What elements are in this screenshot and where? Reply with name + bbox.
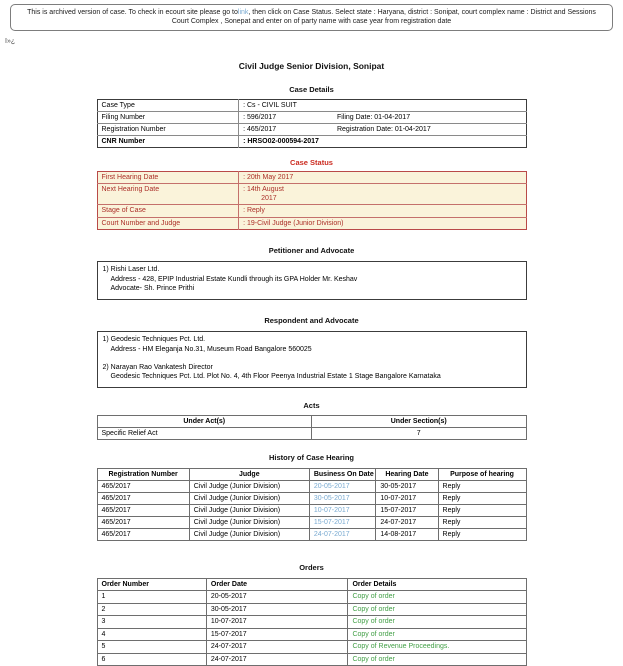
purpose-column-header: Purpose of hearing — [438, 468, 526, 480]
order-number: 6 — [97, 653, 206, 666]
court-number-judge-label: Court Number and Judge — [97, 217, 239, 229]
next-hearing-date-value — [239, 184, 526, 205]
history-hearing-date: 15-07-2017 — [376, 504, 438, 516]
table-row — [97, 492, 526, 504]
registration-number-column-header: Registration Number — [97, 468, 189, 480]
case-details-table — [97, 99, 527, 148]
case-type-extra — [333, 100, 526, 112]
order-date: 24-07-2017 — [206, 653, 348, 666]
table-row — [97, 427, 526, 439]
history-purpose: Reply — [438, 480, 526, 492]
copy-of-order-link[interactable]: Copy of order — [352, 655, 395, 663]
case-type-value: : Cs - CIVIL SUIT — [243, 102, 297, 110]
table-header-row — [97, 468, 526, 480]
petitioner-address: Address - 428, EPIP Industrial Estate Kundli through its GPA Holder Mr. Keshav — [110, 275, 358, 283]
history-reg-number: 465/2017 — [97, 516, 189, 528]
order-date: 20-05-2017 — [206, 591, 348, 604]
next-hearing-date-line1: : 14th August — [243, 186, 284, 194]
petitioner-heading: Petitioner and Advocate — [268, 245, 355, 255]
table-row — [97, 184, 526, 205]
business-on-date-link[interactable]: 15-07-2017 — [313, 518, 350, 526]
bom-artifact-text: ï»¿ — [5, 38, 16, 46]
table-row — [97, 100, 526, 112]
table-header-row — [97, 578, 526, 591]
order-number: 5 — [97, 641, 206, 654]
copy-of-order-link[interactable]: Copy of order — [352, 630, 395, 638]
table-row — [97, 136, 526, 148]
table-row — [97, 616, 526, 629]
acts-heading: Acts — [303, 400, 320, 410]
ecourt-site-link[interactable]: link — [237, 9, 249, 16]
orders-heading: Orders — [299, 563, 324, 573]
table-row — [97, 653, 526, 666]
order-number-column-header: Order Number — [97, 578, 206, 591]
copy-of-order-link[interactable]: Copy of order — [352, 618, 395, 626]
history-purpose: Reply — [438, 492, 526, 504]
order-date: 24-07-2017 — [206, 641, 348, 654]
stage-of-case-value: : Reply — [239, 205, 526, 217]
archived-notice-banner — [10, 4, 613, 31]
table-row — [97, 516, 526, 528]
table-row — [97, 528, 526, 540]
cnr-number-value: : HRSO02-000594-2017 — [239, 136, 333, 148]
case-type-label: Case Type — [97, 100, 239, 112]
registration-date-value: Registration Date: 01-04-2017 — [333, 124, 526, 136]
respondent-2-name: 2) Narayan Rao Vankatesh Director — [102, 363, 213, 371]
order-date: 10-07-2017 — [206, 616, 348, 629]
history-reg-number: 465/2017 — [97, 528, 189, 540]
act-section: 7 — [312, 427, 527, 439]
act-name: Specific Relief Act — [97, 427, 312, 439]
order-date: 15-07-2017 — [206, 628, 348, 641]
business-on-date-link[interactable]: 30-05-2017 — [313, 494, 350, 502]
order-number: 1 — [97, 591, 206, 604]
main-content — [97, 85, 527, 666]
respondent-heading: Respondent and Advocate — [264, 315, 359, 325]
order-number: 3 — [97, 616, 206, 629]
respondent-gap — [103, 354, 521, 363]
first-hearing-date-value: : 20th May 2017 — [243, 174, 294, 182]
acts-table — [97, 415, 527, 440]
history-hearing-date: 14-08-2017 — [376, 528, 438, 540]
archived-notice-text-after: , then click on Case Status. Select state : Haryana, district : Sonipat, court complex name : District and Sessions Court Complex , Sonepat and enter on of party name with case year from registration date — [171, 9, 596, 26]
first-hearing-date-label: First Hearing Date — [97, 172, 239, 184]
history-reg-number: 465/2017 — [97, 480, 189, 492]
history-judge: Civil Judge (Junior Division) — [189, 504, 309, 516]
copy-of-revenue-proceedings-link[interactable]: Copy of Revenue Proceedings. — [352, 643, 450, 651]
business-on-date-link[interactable]: 24-07-2017 — [313, 530, 350, 538]
history-judge: Civil Judge (Junior Division) — [189, 492, 309, 504]
history-hearing-date: 10-07-2017 — [376, 492, 438, 504]
table-row — [97, 112, 526, 124]
table-row — [97, 591, 526, 604]
order-date: 30-05-2017 — [206, 603, 348, 616]
petitioner-box — [97, 261, 527, 299]
case-status-table — [97, 171, 527, 229]
cnr-number-label: CNR Number — [97, 136, 239, 148]
judge-column-header: Judge — [189, 468, 309, 480]
table-row — [97, 504, 526, 516]
respondent-1-name: 1) Geodesic Techniques Pct. Ltd. — [102, 336, 206, 344]
table-row — [97, 205, 526, 217]
history-purpose: Reply — [438, 528, 526, 540]
table-row — [97, 172, 526, 184]
next-hearing-date-line2: 2017 — [261, 195, 277, 203]
table-row — [97, 124, 526, 136]
case-status-heading: Case Status — [290, 158, 333, 168]
stage-of-case-label: Stage of Case — [97, 205, 239, 217]
under-acts-column-header: Under Act(s) — [97, 415, 312, 427]
court-number-judge-value: : 19-Civil Judge (Junior Division) — [239, 217, 526, 229]
filing-number-value: : 596/2017 — [239, 112, 333, 124]
cnr-number-extra — [333, 136, 526, 148]
petitioner-advocate: Advocate- Sh. Prince Prithi — [110, 284, 195, 292]
history-judge: Civil Judge (Junior Division) — [189, 516, 309, 528]
order-number: 2 — [97, 603, 206, 616]
order-details-column-header: Order Details — [348, 578, 526, 591]
registration-number-value: : 465/2017 — [239, 124, 333, 136]
history-reg-number: 465/2017 — [97, 492, 189, 504]
respondent-box — [97, 331, 527, 387]
petitioner-name: 1) Rishi Laser Ltd. — [102, 266, 160, 274]
business-on-date-link[interactable]: 20-05-2017 — [313, 482, 350, 490]
history-hearing-date: 24-07-2017 — [376, 516, 438, 528]
under-sections-column-header: Under Section(s) — [312, 415, 527, 427]
business-on-date-column-header: Business On Date — [309, 468, 375, 480]
case-details-heading: Case Details — [289, 85, 334, 95]
business-on-date-link[interactable]: 10-07-2017 — [313, 506, 350, 514]
history-reg-number: 465/2017 — [97, 504, 189, 516]
page-title: Civil Judge Senior Division, Sonipat — [238, 61, 385, 72]
order-number: 4 — [97, 628, 206, 641]
respondent-1-address: Address - HM Eleganja No.31, Museum Road Bangalore 560025 — [110, 345, 312, 353]
table-row — [97, 217, 526, 229]
table-row — [97, 480, 526, 492]
history-purpose: Reply — [438, 516, 526, 528]
history-judge: Civil Judge (Junior Division) — [189, 528, 309, 540]
table-row — [97, 603, 526, 616]
table-row — [97, 641, 526, 654]
order-date-column-header: Order Date — [206, 578, 348, 591]
copy-of-order-link[interactable]: Copy of order — [352, 605, 395, 613]
orders-table — [97, 578, 527, 666]
filing-number-label: Filing Number — [97, 112, 239, 124]
history-purpose: Reply — [438, 504, 526, 516]
history-heading: History of Case Hearing — [268, 452, 355, 462]
filing-date-value: Filing Date: 01-04-2017 — [333, 112, 526, 124]
history-table — [97, 468, 527, 542]
table-row — [97, 628, 526, 641]
hearing-date-column-header: Hearing Date — [376, 468, 438, 480]
registration-number-label: Registration Number — [97, 124, 239, 136]
copy-of-order-link[interactable]: Copy of order — [352, 593, 395, 601]
history-hearing-date: 30-05-2017 — [376, 480, 438, 492]
history-judge: Civil Judge (Junior Division) — [189, 480, 309, 492]
table-header-row — [97, 415, 526, 427]
archived-notice-text-before: This is archived version of case. To check in ecourt site please go to — [27, 9, 238, 16]
next-hearing-date-label: Next Hearing Date — [97, 184, 239, 205]
respondent-2-address: Geodesic Techniques Pct. Ltd. Plot No. 4, 4th Floor Peenya Industrial Estate 1 Stage Bangalore Karnataka — [110, 372, 441, 380]
